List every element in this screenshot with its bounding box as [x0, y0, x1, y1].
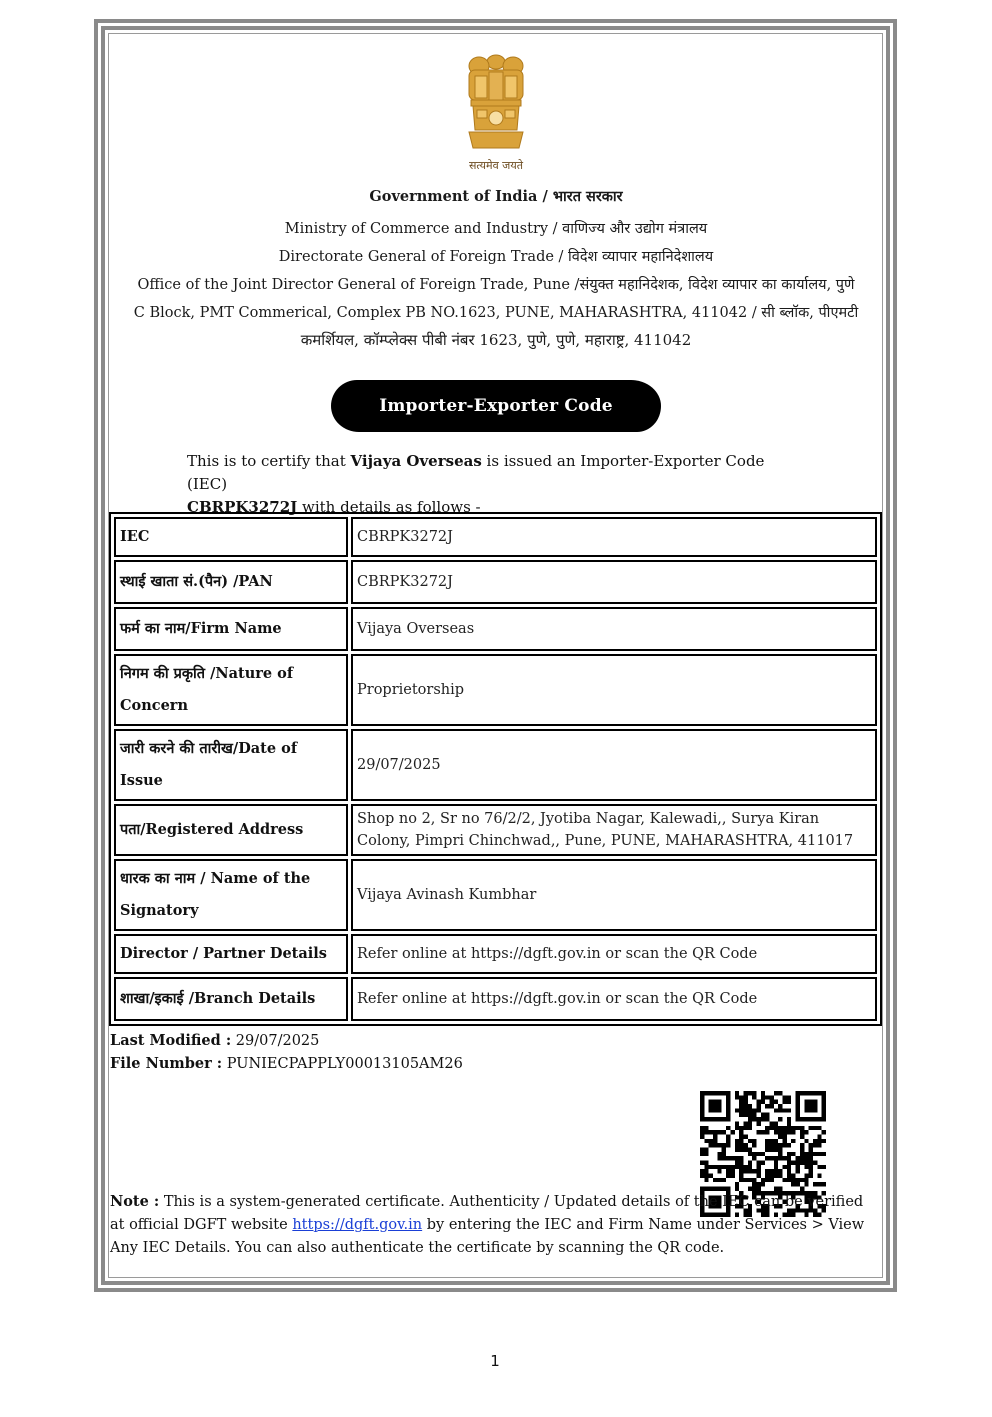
last-modified-label: Last Modified :	[110, 1032, 232, 1049]
row-label-firm-name: फर्म का नाम/Firm Name	[114, 607, 348, 651]
certify-statement	[187, 450, 807, 519]
certificate-title	[331, 380, 661, 432]
table-row	[114, 654, 877, 726]
address-line-1: C Block, PMT Commerical, Complex PB NO.1623, PUNE, MAHARASHTRA, 411042 / सी ब्लॉक, पीएमटी	[133, 305, 859, 321]
table-row	[114, 560, 877, 604]
row-label-date-of-issue: जारी करने की तारीख/Date of Issue	[114, 729, 348, 801]
row-value-nature-of-concern: Proprietorship	[351, 654, 877, 726]
last-modified	[110, 1032, 319, 1049]
file-number-label: File Number :	[110, 1055, 223, 1072]
details-table	[109, 512, 882, 1026]
table-row	[114, 859, 877, 931]
row-value-pan: CBRPK3272J	[351, 560, 877, 604]
note-label: Note :	[110, 1193, 160, 1210]
address-line-2: कमर्शियल, कॉम्प्लेक्स पीबी नंबर 1623, पुणे, पुणे, महाराष्ट्र, 411042	[300, 331, 692, 349]
last-modified-value: 29/07/2025	[231, 1033, 320, 1049]
certify-middle: is issued an Importer-Exporter Code (IEC)	[187, 452, 765, 493]
certify-code: CBRPK3272J	[187, 498, 298, 516]
row-label-branch-details: शाखा/इकाई /Branch Details	[114, 977, 348, 1021]
note-text-1: This is a system-generated certificate. Authenticity / Updated details of the IEC can be verified at official DGFT website	[110, 1194, 864, 1233]
page-number: 1	[490, 1352, 500, 1370]
table-row	[114, 607, 877, 651]
row-value-director-details: Refer online at https://dgft.gov.in or scan the QR Code	[351, 934, 877, 974]
table-row	[114, 804, 877, 856]
row-label-pan: स्थाई खाता सं.(पैन) /PAN	[114, 560, 348, 604]
note-text-2: by entering the IEC and Firm Name under Services > View Any IEC Details. You can also authenticate the certificate by scanning the QR code.	[110, 1217, 865, 1256]
row-label-registered-address: पता/Registered Address	[114, 804, 348, 856]
certificate-title-text: Importer-Exporter Code	[379, 396, 613, 416]
ministry-line: Ministry of Commerce and Industry / वाणिज्य और उद्योग मंत्रालय	[284, 221, 708, 237]
emblem-motto: सत्यमेव जयते	[468, 159, 523, 172]
row-label-iec: IEC	[114, 517, 348, 557]
row-value-date-of-issue: 29/07/2025	[351, 729, 877, 801]
table-row	[114, 729, 877, 801]
file-number-value: PUNIECPAPPLY00013105AM26	[222, 1056, 463, 1072]
row-value-firm-name: Vijaya Overseas	[351, 607, 877, 651]
row-label-director-details: Director / Partner Details	[114, 934, 348, 974]
table-row	[114, 934, 877, 974]
government-heading: Government of India / भारत सरकार	[369, 188, 623, 205]
row-label-nature-of-concern: निगम की प्रकृति /Nature of Concern	[114, 654, 348, 726]
table-row	[114, 517, 877, 557]
row-value-signatory: Vijaya Avinash Kumbhar	[351, 859, 877, 931]
row-value-branch-details: Refer online at https://dgft.gov.in or scan the QR Code	[351, 977, 877, 1021]
row-label-signatory: धारक का नाम / Name of the Signatory	[114, 859, 348, 931]
note-paragraph	[110, 1190, 870, 1260]
office-line: Office of the Joint Director General of Foreign Trade, Pune /संयुक्त महानिदेशक, विदेश व्यापार का कार्यालय, पुणे	[137, 277, 855, 293]
certify-firm: Vijaya Overseas	[350, 452, 482, 470]
directorate-line: Directorate General of Foreign Trade / विदेश व्यापार महानिदेशालय	[278, 249, 714, 265]
file-number	[110, 1055, 463, 1072]
certify-prefix: This is to certify that	[187, 452, 351, 470]
certify-suffix: with details as follows -	[297, 498, 481, 516]
dgft-website-link[interactable]: https://dgft.gov.in	[292, 1217, 423, 1233]
row-value-iec: CBRPK3272J	[351, 517, 877, 557]
table-row	[114, 977, 877, 1021]
row-value-registered-address: Shop no 2, Sr no 76/2/2, Jyotiba Nagar, Kalewadi,, Surya Kiran Colony, Pimpri Chinchwad,, Pune, PUNE, MAHARASHTRA, 411017	[351, 804, 877, 856]
